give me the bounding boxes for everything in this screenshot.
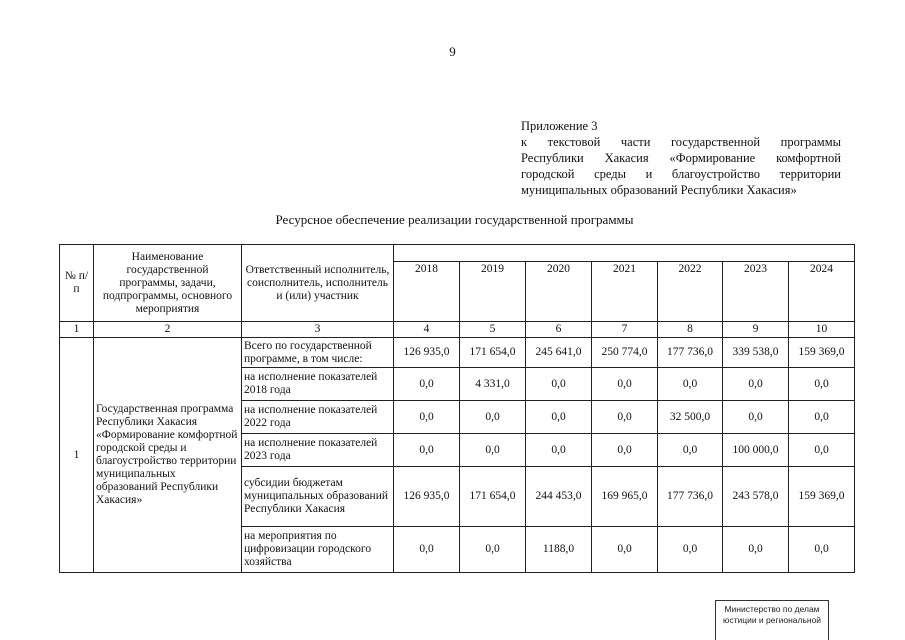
appendix-line: городской среды и благоустройство территории bbox=[521, 167, 841, 181]
document-title: Ресурсное обеспечение реализации государственной программы bbox=[275, 212, 634, 227]
value-cell: 0,0 bbox=[460, 401, 526, 434]
stamp-line: Министерство по делам bbox=[724, 604, 820, 614]
value-cell: 0,0 bbox=[526, 401, 592, 434]
value-cell: 159 369,0 bbox=[789, 338, 855, 368]
column-number: 6 bbox=[526, 322, 592, 338]
column-number: 9 bbox=[723, 322, 789, 338]
value-cell: 177 736,0 bbox=[658, 338, 723, 368]
appendix-line: к текстовой части государственной программы bbox=[521, 135, 841, 149]
program-number: 1 bbox=[60, 338, 94, 573]
value-cell: 0,0 bbox=[723, 368, 789, 401]
column-number: 10 bbox=[789, 322, 855, 338]
header-num: № п/п bbox=[60, 245, 94, 322]
value-cell: 32 500,0 bbox=[658, 401, 723, 434]
header-year: 2019 bbox=[460, 262, 526, 322]
column-number: 7 bbox=[592, 322, 658, 338]
value-cell: 0,0 bbox=[460, 527, 526, 573]
value-cell: 0,0 bbox=[658, 527, 723, 573]
value-cell: 0,0 bbox=[723, 401, 789, 434]
value-cell: 169 965,0 bbox=[592, 467, 658, 527]
value-cell: 4 331,0 bbox=[460, 368, 526, 401]
value-cell: 244 453,0 bbox=[526, 467, 592, 527]
appendix-line: Республики Хакасия «Формирование комфортной bbox=[521, 151, 841, 165]
value-cell: 243 578,0 bbox=[723, 467, 789, 527]
row-executor: на исполнение показателей 2023 года bbox=[242, 434, 394, 467]
value-cell: 0,0 bbox=[592, 527, 658, 573]
value-cell: 100 000,0 bbox=[723, 434, 789, 467]
value-cell: 245 641,0 bbox=[526, 338, 592, 368]
program-name: Государственная программа Республики Хакасия «Формирование комфортной городской среды и благоустройство территории муниципальных образований Республики Хакасия» bbox=[94, 338, 242, 573]
appendix-line: муниципальных образований Республики Хакасия» bbox=[521, 183, 797, 197]
value-cell: 0,0 bbox=[394, 401, 460, 434]
row-executor: на исполнение показателей 2022 года bbox=[242, 401, 394, 434]
value-cell: 0,0 bbox=[394, 527, 460, 573]
value-cell: 0,0 bbox=[394, 368, 460, 401]
value-cell: 171 654,0 bbox=[460, 338, 526, 368]
header-year: 2023 bbox=[723, 262, 789, 322]
header-years-band bbox=[394, 245, 855, 262]
value-cell: 339 538,0 bbox=[723, 338, 789, 368]
header-executor: Ответственный исполнитель, соисполнитель, исполнитель и (или) участник bbox=[242, 245, 394, 322]
row-executor: на мероприятия по цифровизации городского хозяйства bbox=[242, 527, 394, 573]
value-cell: 0,0 bbox=[460, 434, 526, 467]
column-number: 4 bbox=[394, 322, 460, 338]
value-cell: 0,0 bbox=[526, 434, 592, 467]
value-cell: 0,0 bbox=[789, 368, 855, 401]
value-cell: 0,0 bbox=[723, 527, 789, 573]
appendix-line: Приложение 3 bbox=[521, 119, 598, 133]
row-executor: субсидии бюджетам муниципальных образований Республики Хакасия bbox=[242, 467, 394, 527]
row-executor: Всего по государственной программе, в том числе: bbox=[242, 338, 394, 368]
column-number: 2 bbox=[94, 322, 242, 338]
value-cell: 1188,0 bbox=[526, 527, 592, 573]
value-cell: 159 369,0 bbox=[789, 467, 855, 527]
value-cell: 0,0 bbox=[592, 434, 658, 467]
header-year: 2021 bbox=[592, 262, 658, 322]
column-number: 1 bbox=[60, 322, 94, 338]
value-cell: 126 935,0 bbox=[394, 467, 460, 527]
resource-table bbox=[59, 244, 855, 573]
header-year: 2022 bbox=[658, 262, 723, 322]
column-number: 5 bbox=[460, 322, 526, 338]
value-cell: 0,0 bbox=[789, 434, 855, 467]
appendix-note bbox=[521, 118, 841, 198]
column-number-row bbox=[60, 322, 855, 338]
column-number: 8 bbox=[658, 322, 723, 338]
header-year: 2018 bbox=[394, 262, 460, 322]
value-cell: 0,0 bbox=[592, 368, 658, 401]
stamp-line: юстиции и региональной bbox=[722, 615, 822, 625]
table-row bbox=[60, 338, 855, 368]
column-number: 3 bbox=[242, 322, 394, 338]
row-executor: на исполнение показателей 2018 года bbox=[242, 368, 394, 401]
value-cell: 0,0 bbox=[789, 401, 855, 434]
value-cell: 0,0 bbox=[789, 527, 855, 573]
value-cell: 0,0 bbox=[592, 401, 658, 434]
value-cell: 0,0 bbox=[394, 434, 460, 467]
value-cell: 0,0 bbox=[526, 368, 592, 401]
registration-stamp bbox=[715, 600, 829, 640]
value-cell: 177 736,0 bbox=[658, 467, 723, 527]
value-cell: 0,0 bbox=[658, 434, 723, 467]
value-cell: 126 935,0 bbox=[394, 338, 460, 368]
header-name: Наименование государственной программы, задачи, подпрограммы, основного мероприятия bbox=[94, 245, 242, 322]
header-year: 2020 bbox=[526, 262, 592, 322]
header-year: 2024 bbox=[789, 262, 855, 322]
page-number: 9 bbox=[449, 44, 456, 59]
value-cell: 250 774,0 bbox=[592, 338, 658, 368]
value-cell: 171 654,0 bbox=[460, 467, 526, 527]
value-cell: 0,0 bbox=[658, 368, 723, 401]
